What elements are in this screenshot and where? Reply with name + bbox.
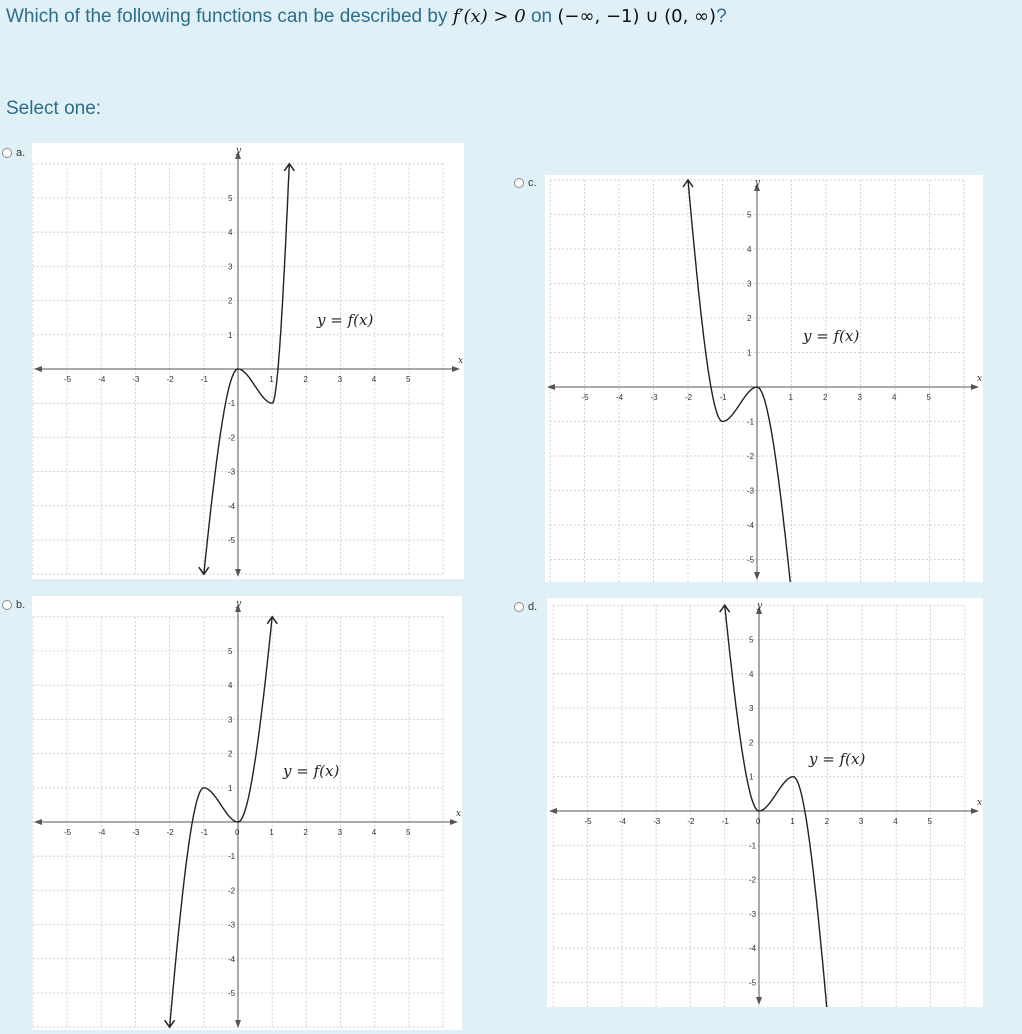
x-tick-label: -4 [618, 817, 626, 826]
y-tick-label: 2 [749, 738, 754, 748]
y-axis-label: y [236, 146, 242, 156]
y-axis-arrow-bottom [756, 997, 762, 1005]
y-tick-label: 4 [747, 245, 752, 254]
chart-svg [545, 175, 983, 582]
x-axis-arrow-left [34, 819, 42, 825]
function-curve [688, 180, 792, 582]
y-tick-label: 5 [749, 635, 754, 645]
x-tick-label: -3 [650, 393, 658, 402]
y-tick-label: 5 [228, 194, 233, 203]
x-tick-label: -2 [685, 393, 693, 402]
chart-svg [32, 596, 462, 1030]
question-derivative: f′(x) > 0 [452, 6, 526, 27]
x-tick-label: -2 [166, 375, 174, 384]
y-tick-label: -4 [749, 944, 757, 954]
x-tick-label: 2 [823, 393, 828, 402]
option-c-label: c. [528, 177, 537, 189]
select-one-prompt: Select one: [6, 98, 102, 119]
y-tick-label: -1 [228, 852, 236, 862]
radio-a[interactable] [2, 148, 12, 158]
y-tick-label: 4 [228, 681, 233, 691]
x-tick-label: -2 [687, 817, 695, 826]
y-tick-label: 3 [228, 262, 233, 272]
y-tick-label: -3 [747, 486, 755, 496]
y-tick-label: -5 [228, 989, 236, 998]
x-tick-label: -4 [616, 393, 624, 402]
option-d[interactable] [514, 601, 537, 613]
curve-label: y = f(x) [283, 762, 340, 780]
function-curve [725, 605, 828, 1007]
y-tick-label: -1 [749, 841, 757, 851]
x-tick-label: 4 [371, 828, 377, 837]
x-axis-label: x [458, 356, 464, 366]
x-axis-arrow [971, 808, 979, 814]
curve-label: y = f(x) [803, 327, 860, 345]
x-tick-label: 0 [756, 817, 761, 826]
x-tick-label: 5 [406, 375, 411, 384]
y-tick-label: -4 [228, 501, 236, 511]
y-tick-label: 3 [228, 715, 233, 725]
graph-d[interactable] [547, 598, 983, 1007]
x-tick-label: 2 [824, 817, 830, 826]
x-axis-arrow-left [549, 808, 557, 814]
graph-a[interactable] [32, 143, 464, 579]
y-tick-label: 5 [228, 647, 233, 656]
y-axis-arrow-bottom [754, 572, 760, 580]
y-tick-label: -3 [228, 920, 236, 930]
y-tick-label: -5 [228, 536, 236, 545]
x-tick-label: -3 [653, 817, 661, 826]
x-tick-label: -2 [166, 828, 174, 837]
graph-c[interactable] [545, 175, 983, 582]
x-tick-label: 5 [927, 817, 932, 826]
x-tick-label: 2 [303, 375, 308, 384]
x-tick-label: 4 [371, 375, 377, 384]
x-tick-label: -5 [581, 393, 589, 402]
x-tick-label: -4 [98, 375, 106, 384]
y-axis-label: y [757, 601, 763, 611]
y-tick-label: 4 [749, 669, 754, 679]
graph-b[interactable] [32, 596, 462, 1030]
question-prefix: Which of the following functions can be described by [6, 6, 453, 27]
option-a[interactable] [2, 147, 25, 159]
x-axis-arrow-left [34, 366, 42, 372]
x-tick-label: 3 [337, 375, 343, 384]
y-tick-label: 3 [747, 279, 752, 289]
x-tick-label: 4 [892, 393, 897, 402]
y-tick-label: 1 [747, 348, 752, 358]
x-tick-label: -3 [132, 375, 140, 384]
x-tick-label: -1 [719, 393, 727, 402]
option-b-label: b. [16, 599, 26, 611]
question-interval: (−∞, −1) ∪ (0, ∞) [557, 6, 717, 27]
option-b[interactable] [2, 599, 25, 611]
x-tick-label: 1 [790, 817, 795, 826]
y-tick-label: 2 [228, 749, 233, 759]
x-axis-arrow [452, 366, 460, 372]
x-tick-label: -3 [132, 828, 140, 837]
x-tick-label: 4 [893, 817, 898, 826]
y-axis-arrow-bottom [235, 1020, 241, 1028]
y-tick-label: -2 [747, 452, 755, 461]
x-tick-label: 5 [406, 828, 411, 837]
question-middle: on [525, 6, 558, 27]
x-tick-label: -5 [64, 828, 72, 837]
y-tick-label: -2 [749, 875, 757, 885]
x-tick-label: -1 [721, 817, 729, 826]
y-tick-label: -1 [228, 399, 236, 409]
x-tick-label: -5 [584, 817, 592, 826]
radio-d[interactable] [514, 602, 524, 612]
x-axis-label: x [456, 809, 462, 819]
y-tick-label: -1 [747, 417, 755, 427]
x-tick-label: -4 [98, 828, 106, 837]
x-tick-label: -1 [200, 828, 208, 837]
x-axis-arrow [971, 384, 979, 390]
option-a-label: a. [16, 147, 26, 159]
y-tick-label: -5 [747, 555, 755, 565]
y-tick-label: 2 [747, 314, 752, 323]
y-tick-label: -5 [749, 978, 757, 988]
y-tick-label: 2 [228, 296, 233, 306]
y-axis-label: y [755, 178, 761, 188]
y-tick-label: 4 [228, 228, 233, 238]
y-tick-label: -2 [228, 433, 236, 443]
question-suffix: ? [716, 6, 727, 27]
chart-svg [32, 143, 464, 579]
y-tick-label: 5 [747, 210, 752, 220]
x-axis-arrow [450, 819, 458, 825]
y-tick-label: -3 [749, 909, 757, 919]
x-tick-label: 3 [858, 817, 864, 826]
x-tick-label: 2 [303, 828, 308, 837]
y-tick-label: -3 [228, 467, 236, 477]
x-axis-arrow-left [547, 384, 555, 390]
y-tick-label: 1 [228, 783, 233, 793]
x-tick-label: 3 [337, 828, 343, 837]
radio-c[interactable] [514, 178, 524, 188]
y-tick-label: -4 [228, 954, 236, 964]
y-axis-arrow-bottom [235, 569, 241, 577]
y-tick-label: 1 [749, 772, 754, 782]
curve-label: y = f(x) [809, 750, 866, 768]
y-tick-label: -4 [747, 521, 755, 530]
question-text [6, 6, 727, 28]
radio-b[interactable] [2, 600, 12, 610]
x-tick-label: 1 [269, 828, 274, 837]
x-tick-label: -1 [200, 375, 208, 384]
x-tick-label: 0 [235, 828, 240, 837]
curve-label: y = f(x) [317, 311, 374, 329]
x-tick-label: 3 [857, 393, 862, 402]
x-tick-label: 1 [269, 375, 274, 384]
y-tick-label: 3 [749, 704, 754, 714]
x-tick-label: -5 [64, 375, 72, 384]
x-tick-label: 1 [788, 393, 793, 402]
y-tick-label: 1 [228, 330, 233, 340]
chart-svg [547, 598, 983, 1007]
x-axis-label: x [977, 374, 983, 384]
option-d-label: d. [528, 601, 538, 613]
y-axis-label: y [236, 599, 242, 609]
y-tick-label: -2 [228, 886, 236, 896]
option-c[interactable] [514, 177, 537, 189]
x-tick-label: 5 [926, 393, 931, 402]
x-axis-label: x [977, 798, 983, 808]
